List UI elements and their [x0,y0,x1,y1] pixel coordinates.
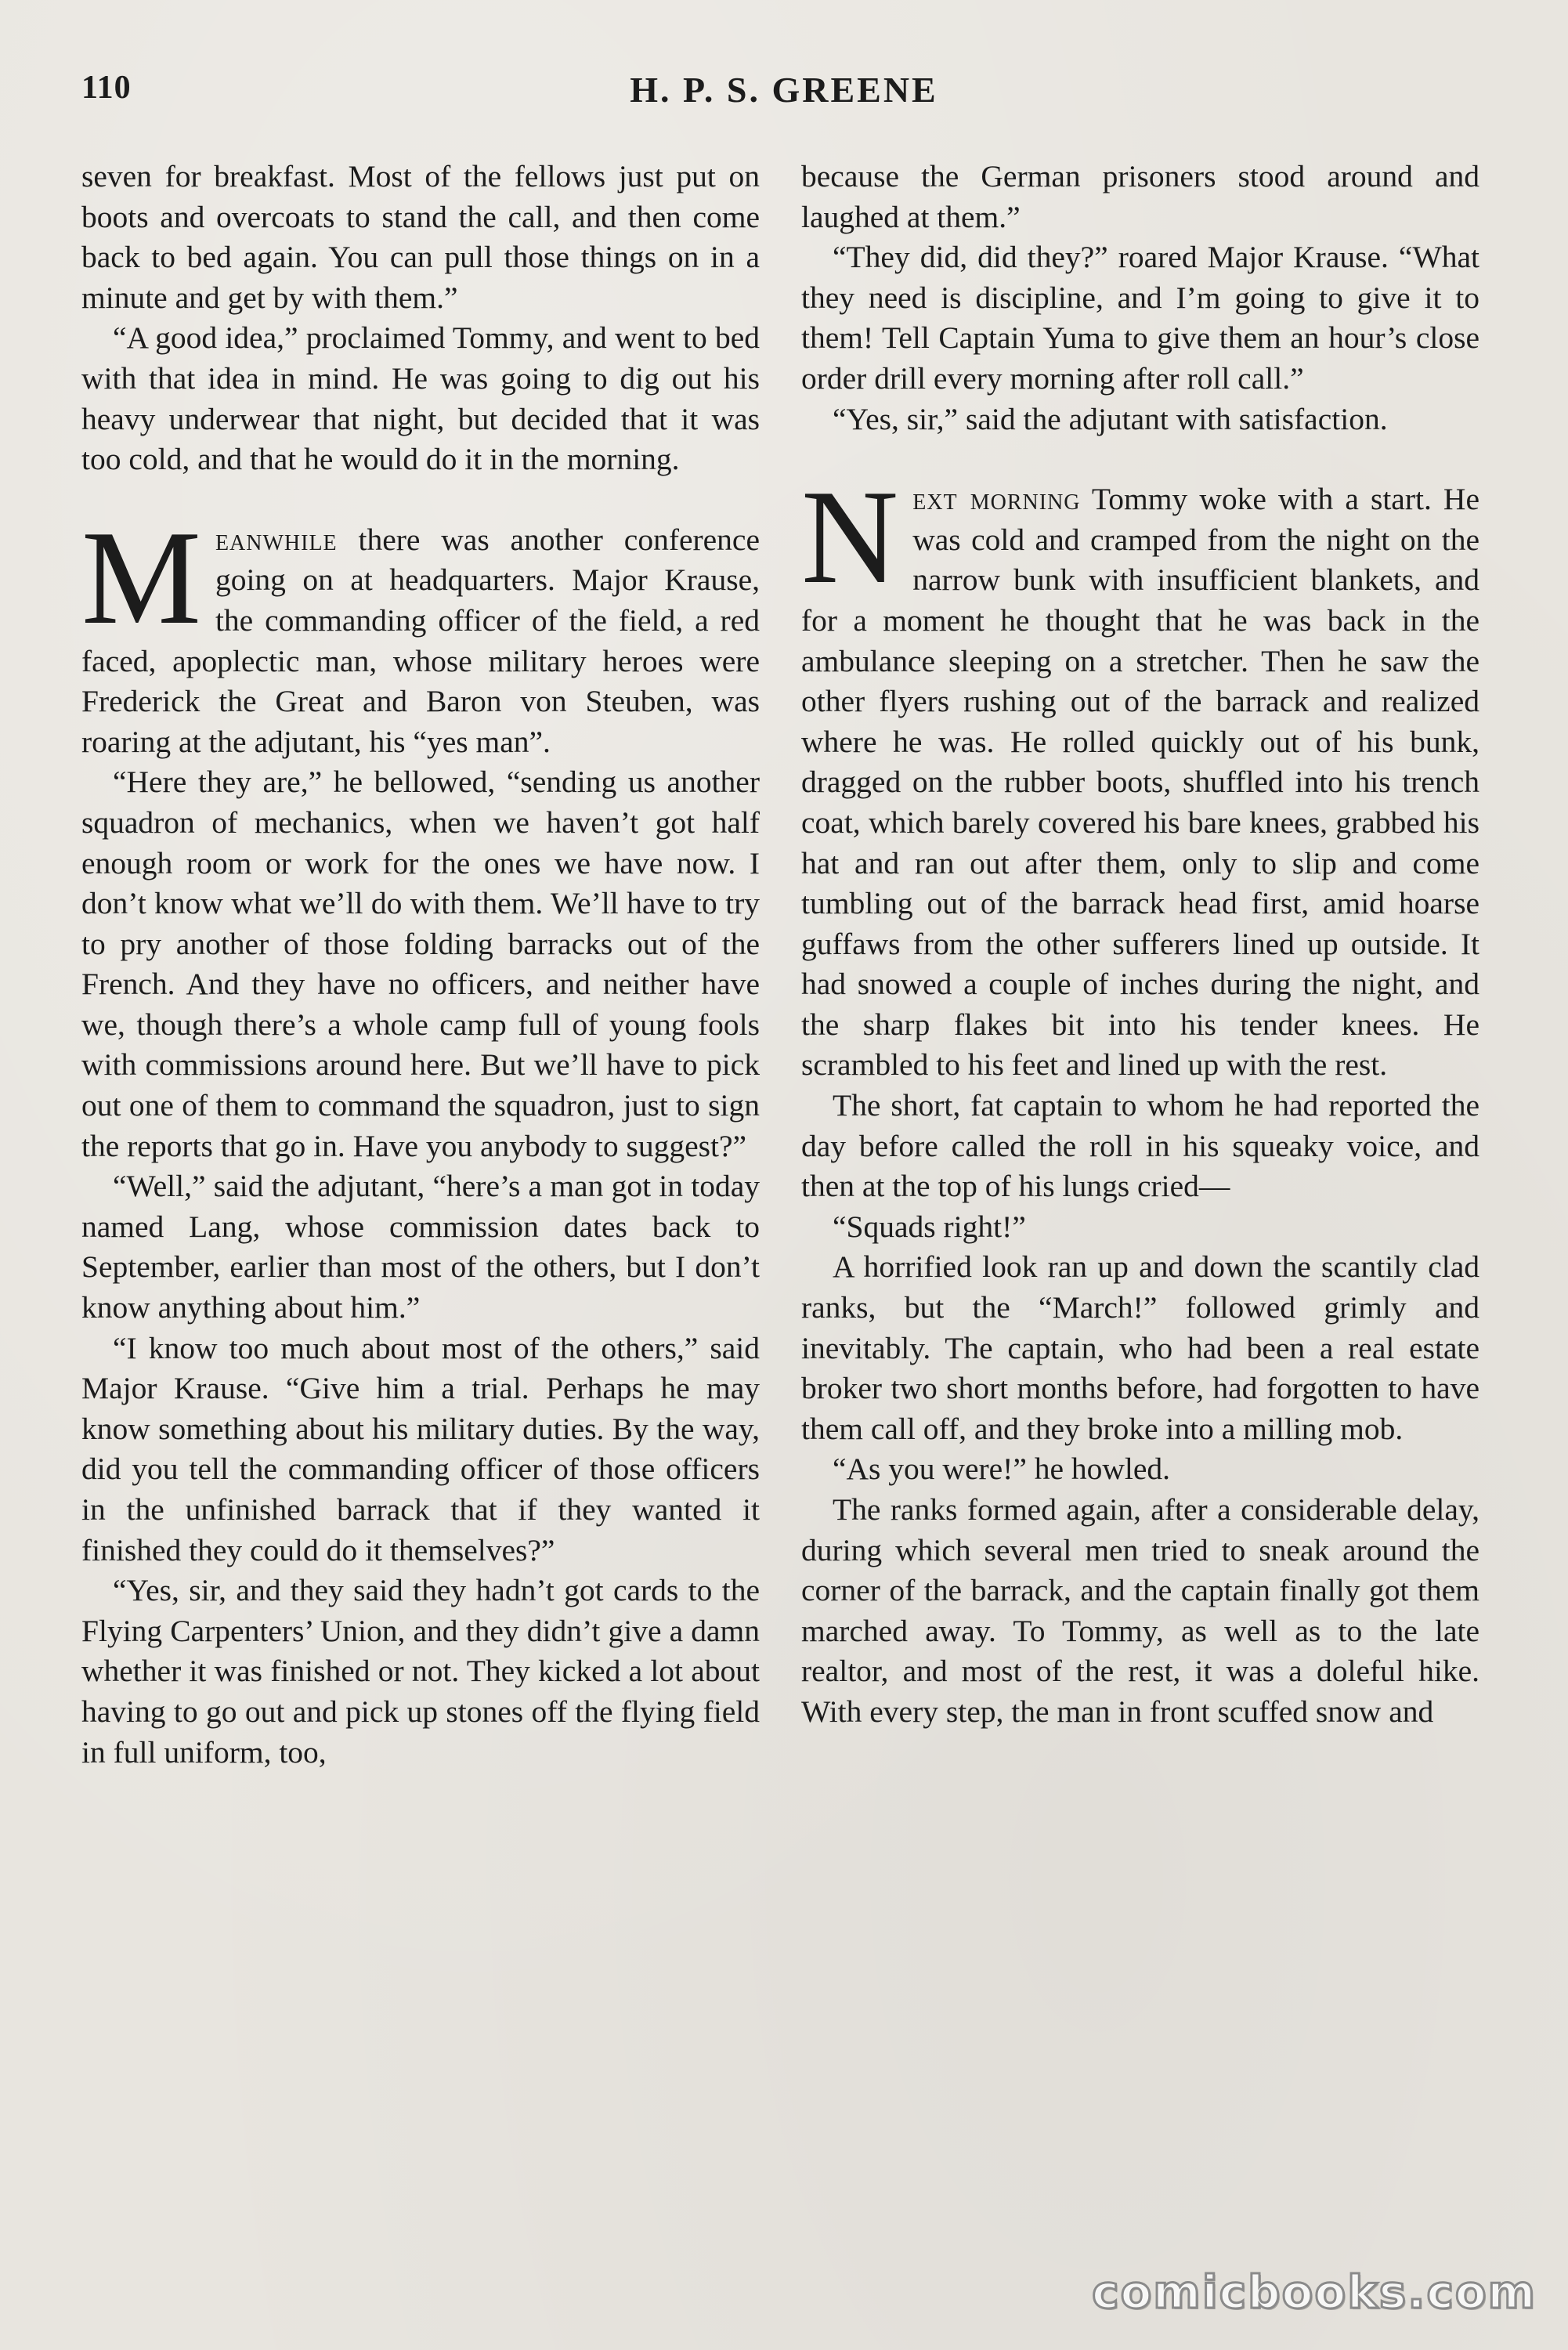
paragraph: “Squads right!” [833,1209,1026,1244]
page-number: 110 [81,70,132,106]
paragraph: “I know too much about most of the others,” said Major Krause. “Give him a trial. Perhaps he may know something about his military duties. By the way, did you tell the commanding officer of those officers in the unfinished barrack that if they wanted it finished they could do it themselves?” [81,1330,760,1567]
paragraph: seven for breakfast. Most of the fellows just put on boots and overcoats to stand the call, and then come back to bed again. You can pull those things on in a minute and get by with them.” [81,159,760,315]
page-header [81,69,1487,118]
paragraph: “A good idea,” proclaimed Tommy, and went to bed with that idea in mind. He was going to dig out his heavy underwear that night, but decided that it was too cold, and that he would do it in the morning. [81,320,760,477]
lead-in-caps: ext morning [912,482,1081,517]
paragraph: A horrified look ran up and down the scantily clad ranks, but the “March!” followed grimly and inevitably. The captain, who had been a real estate broker two short months before, had forgotten to have them call off, and they broke into a milling mob. [801,1249,1479,1446]
section-paragraph [801,463,1479,1086]
running-head: H. P. S. GREENE [630,70,938,110]
paragraph: The short, fat captain to whom he had reported the day before called the roll in his squeaky voice, and then at the top of his lungs cried— [801,1088,1479,1204]
paragraph: “Well,” said the adjutant, “here’s a man got in today named Lang, whose commission dates back to September, earlier than most of the others, but I don’t know anything about him.” [81,1169,760,1325]
left-column [81,157,760,1773]
paragraph: “Yes, sir,” said the adjutant with satisfaction. [833,401,1388,436]
paragraph: “Here they are,” he bellowed, “sending us another squadron of mechanics, when we haven’t got half enough room or work for the ones we have now. I don’t know what we’ll do with them. We’ll have to try to pry another of those folding barracks out of the French. And they have no officers, and neither have we, though there’s a whole camp full of young fools with commissions around here. But we’ll have to pick out one of them to command the squadron, just to sign the reports that go in. Have you anybody to suggest?” [81,765,760,1163]
right-column [801,157,1479,1733]
drop-cap: N [801,463,899,613]
lead-in-caps: eanwhile [215,522,338,557]
paragraph: “They did, did they?” roared Major Krause. “What they need is discipline, and I’m going to give it to them! Tell Captain Yuma to give them an hour’s close order drill every morning after roll call.” [801,240,1479,396]
drop-cap: M [81,503,201,653]
watermark-logo: comicbooks.com [1092,2265,1537,2319]
paragraph: “As you were!” he howled. [833,1452,1171,1487]
paragraph: The ranks formed again, after a considerable delay, during which several men tried to sneak around the corner of the barrack, and the captain finally got them marched away. To Tommy, as well as to the late realtor, and most of the rest, it was a doleful hike. With every step, the man in front scuffed snow and [801,1492,1479,1729]
paragraph-text: there was another conference going on at headquarters. Major Krause, the commanding officer of the field, a red faced, apoplectic man, whose military heroes were Frederick the Great and Baron von Steuben, was roaring at the adjutant, his “yes man”. [81,522,760,759]
paragraph-text: Tommy woke with a start. He was cold and cramped from the night on the narrow bunk with insufficient blankets, and for a moment he thought that he was back in the ambulance sleeping on a stretcher. Then he saw the other flyers rushing out of the barrack and realized where he was. He rolled quickly out of his bunk, dragged on the rubber boots, shuffled into his trench coat, which barely covered his bare knees, grabbed his hat and ran out after them, only to slip and come tumbling out of the barrack head first, amid hoarse guffaws from the other sufferers lined up outside. It had snowed a couple of inches during the night, and the sharp flakes bit into his tender knees. He scrambled to his feet and lined up with the rest. [801,482,1479,1083]
paragraph: because the German prisoners stood around and laughed at them.” [801,159,1479,234]
section-paragraph [81,503,760,763]
paragraph: “Yes, sir, and they said they hadn’t got cards to the Flying Carpenters’ Union, and they didn’t give a damn whether it was finished or not. They kicked a lot about having to go out and pick up stones off the flying field in full uniform, too, [81,1573,760,1770]
